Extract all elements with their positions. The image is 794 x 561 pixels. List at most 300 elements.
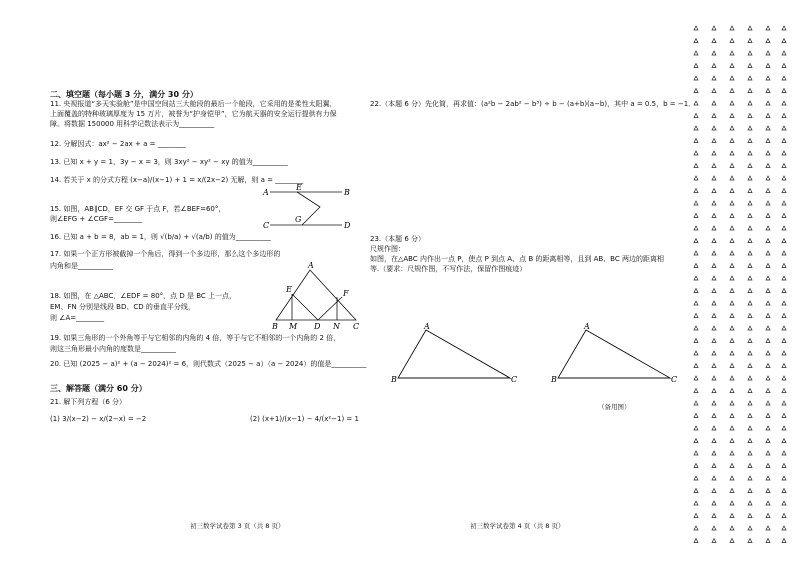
triangle-mark (766, 26, 770, 30)
triangle-mark (748, 189, 752, 193)
triangle-mark (694, 426, 698, 430)
triangle-mark (782, 251, 786, 255)
label-E: E (296, 183, 302, 192)
triangle-mark (712, 189, 716, 193)
triangle-mark (782, 539, 786, 543)
triangle-mark (730, 76, 734, 80)
question-23-heading: 23.（本题 6 分） (370, 235, 426, 243)
triangle-mark (782, 439, 786, 443)
spare-triangle-figure (550, 322, 685, 385)
triangle-mark (766, 314, 770, 318)
triangle-mark (730, 214, 734, 218)
triangle-mark (766, 214, 770, 218)
triangle-mark (694, 189, 698, 193)
question-20: 20. 已知 (2025 − a)² + (a − 2024)² = 6，则代数式（2025 − a）（a − 2024）的值是__________ (50, 360, 367, 368)
triangle-mark (694, 26, 698, 30)
triangle-mark (712, 501, 716, 505)
triangle-mark (730, 364, 734, 368)
triangle-mark (694, 526, 698, 530)
triangle-mark (694, 176, 698, 180)
label-C: C (263, 221, 270, 230)
triangle-mark (712, 389, 716, 393)
triangle-mark (782, 526, 786, 530)
triangle-mark (712, 351, 716, 355)
label-B: B (551, 375, 557, 384)
triangle-mark (748, 539, 752, 543)
triangle-mark (766, 526, 770, 530)
triangle-mark (782, 476, 786, 480)
question-18-line-1: 18. 如图，在 △ABC，∠EDF = 80°，点 D 是 BC 上一点， (50, 292, 237, 300)
triangle-mark (782, 389, 786, 393)
triangle-mark (712, 76, 716, 80)
triangle-mark (766, 76, 770, 80)
triangle-mark (712, 539, 716, 543)
triangle-mark (748, 426, 752, 430)
triangle-mark (782, 189, 786, 193)
triangle-mark (712, 526, 716, 530)
triangle-mark (730, 26, 734, 30)
triangle-mark (730, 539, 734, 543)
triangle-mark (694, 226, 698, 230)
triangle-mark (748, 89, 752, 93)
triangle-mark (782, 51, 786, 55)
triangle-mark (730, 151, 734, 155)
spare-figure-label: （备用图） (598, 403, 631, 411)
triangle-mark (748, 389, 752, 393)
triangle-mark (748, 126, 752, 130)
triangle-mark (748, 276, 752, 280)
label-G: G (295, 215, 302, 224)
question-15-line-2: 则∠EFG + ∠CGF=________ (50, 215, 142, 223)
triangle-mark (712, 126, 716, 130)
triangle-mark (748, 201, 752, 205)
triangle-mark (748, 101, 752, 105)
triangle-mark (694, 39, 698, 43)
triangle-mark (712, 401, 716, 405)
triangle-mark (748, 489, 752, 493)
triangle-mark (748, 214, 752, 218)
triangle-mark (694, 76, 698, 80)
triangle-mark (766, 351, 770, 355)
label-A: A (584, 322, 590, 331)
triangle-mark (730, 489, 734, 493)
triangle-mark (730, 51, 734, 55)
triangle-mark (730, 401, 734, 405)
triangle-mark (730, 139, 734, 143)
triangle-mark (730, 464, 734, 468)
label-A: A (308, 261, 314, 270)
question-17-line-2: 内角和是__________ (50, 262, 113, 270)
question-23-line-2: 如图，在△ABC 内作出一点 P，使点 P 到点 A、点 B 的距离相等，且到 AB、BC 两边的距离相 (370, 255, 664, 263)
triangle-mark (782, 351, 786, 355)
triangle-mark (694, 514, 698, 518)
triangle-mark (694, 476, 698, 480)
triangle-mark (748, 414, 752, 418)
triangle-mark (748, 501, 752, 505)
label-N: N (333, 322, 340, 331)
triangle-mark (766, 201, 770, 205)
triangle-mark (782, 301, 786, 305)
label-B: B (391, 375, 397, 384)
triangle-mark (712, 139, 716, 143)
question-23-line-1: 尺规作图： (370, 245, 405, 253)
question-18-line-2: EM、FN 分别是线段 BD、CD 的垂直平分线， (50, 303, 195, 311)
triangle-mark (766, 376, 770, 380)
triangle-mark (730, 476, 734, 480)
triangle-mark (730, 326, 734, 330)
triangle-mark (782, 64, 786, 68)
triangle-mark (712, 514, 716, 518)
triangle-mark (694, 101, 698, 105)
triangle-mark (766, 126, 770, 130)
triangle-mark (766, 439, 770, 443)
triangle-mark (766, 239, 770, 243)
triangle-mark (748, 264, 752, 268)
question-16: 16. 已知 a + b = 8，ab = 1，则 √(b/a) + √(a/b) 的值为__________ (50, 233, 271, 241)
triangle-mark (712, 464, 716, 468)
triangle-mark (694, 489, 698, 493)
triangle-mark (766, 514, 770, 518)
triangle-mark (730, 251, 734, 255)
triangle-mark (712, 176, 716, 180)
triangle-mark (782, 326, 786, 330)
triangle-mark (712, 439, 716, 443)
triangle-mark (748, 526, 752, 530)
triangle-mark (782, 164, 786, 168)
triangle-mark (766, 39, 770, 43)
triangle-mark (730, 389, 734, 393)
triangle-mark (694, 451, 698, 455)
triangle-mark (712, 426, 716, 430)
triangle-mark (748, 451, 752, 455)
triangle-mark (766, 289, 770, 293)
triangle-mark (712, 64, 716, 68)
triangle-mark (748, 239, 752, 243)
question-23-line-3: 等.（要求：尺规作图，不写作法，保留作图痕迹） (370, 265, 527, 273)
triangle-mark (748, 114, 752, 118)
question-18-line-3: 则 ∠A=________ (50, 314, 105, 322)
triangle-mark (748, 151, 752, 155)
triangle-mark (782, 314, 786, 318)
triangle-mark (766, 326, 770, 330)
label-C: C (511, 375, 518, 384)
triangle-mark (712, 489, 716, 493)
triangle-mark (782, 139, 786, 143)
triangle-mark (730, 526, 734, 530)
triangle-mark (712, 114, 716, 118)
label-A: A (263, 188, 269, 197)
triangle-mark (694, 501, 698, 505)
triangle-mark (748, 164, 752, 168)
triangle-mark (712, 451, 716, 455)
label-C: C (353, 322, 360, 331)
triangle-mark (748, 289, 752, 293)
triangle-mark (782, 126, 786, 130)
triangle-mark (694, 339, 698, 343)
triangle-mark (766, 464, 770, 468)
question-21-equation-2: (2) (x+1)/(x−1) − 4/(x²−1) = 1 (250, 415, 359, 423)
triangle-mark (766, 176, 770, 180)
triangle-mark (782, 289, 786, 293)
section-3-heading: 三、解答题（满分 60 分） (50, 384, 147, 393)
triangle-mark (782, 414, 786, 418)
triangle-mark (766, 101, 770, 105)
question-11-line-1: 11. 央视报道“多天实验舱”是中国空间站三大舱段的最后一个舱段，它采用的是柔性太阳翼， (50, 100, 337, 108)
triangle-mark (694, 126, 698, 130)
triangle-mark (766, 301, 770, 305)
triangle-mark (766, 389, 770, 393)
triangle-mark (748, 326, 752, 330)
triangle-mark (766, 339, 770, 343)
triangle-mark (730, 276, 734, 280)
triangle-mark (748, 26, 752, 30)
triangle-mark (748, 139, 752, 143)
triangle-mark (712, 26, 716, 30)
triangle-mark (694, 264, 698, 268)
triangle-mark (694, 301, 698, 305)
triangle-mark (766, 451, 770, 455)
triangle-mark (694, 251, 698, 255)
triangle-mark (730, 414, 734, 418)
parallel-lines-figure (262, 185, 352, 230)
triangle-mark (730, 451, 734, 455)
triangle-mark (782, 201, 786, 205)
question-21: 21. 解下列方程（6 分） (50, 398, 127, 406)
triangle-mark (730, 301, 734, 305)
triangle-mark (694, 164, 698, 168)
section-2-heading: 二、填空题（每小题 3 分，满分 30 分） (50, 90, 198, 99)
triangle-mark (730, 126, 734, 130)
triangle-mark (712, 414, 716, 418)
triangle-mark (782, 364, 786, 368)
label-D: D (314, 322, 321, 331)
triangle-mark (712, 264, 716, 268)
triangle-mark (766, 114, 770, 118)
triangle-mark (748, 401, 752, 405)
triangle-mark (748, 464, 752, 468)
triangle-mark (782, 426, 786, 430)
binding-margin-marks (690, 22, 790, 547)
triangle-mark (782, 114, 786, 118)
triangle-mark (782, 176, 786, 180)
question-17-line-1: 17. 如果一个正方形被截掉一个角后，得到一个多边形，那么这个多边形的 (50, 250, 281, 258)
triangle-mark (694, 64, 698, 68)
triangle-mark (730, 39, 734, 43)
triangle-mark (766, 364, 770, 368)
triangle-mark (730, 189, 734, 193)
triangle-mark (766, 489, 770, 493)
triangle-mark (748, 351, 752, 355)
triangle-mark (694, 139, 698, 143)
triangle-mark (782, 401, 786, 405)
triangle-mark (748, 64, 752, 68)
triangle-mark (766, 264, 770, 268)
triangle-mark (782, 89, 786, 93)
triangle-mark (766, 539, 770, 543)
label-D: D (344, 221, 351, 230)
triangle-mark (712, 376, 716, 380)
triangle-mark (694, 114, 698, 118)
triangle-mark (782, 264, 786, 268)
triangle-mark (694, 414, 698, 418)
triangle-mark (730, 201, 734, 205)
triangle-mark (782, 239, 786, 243)
label-F: F (343, 289, 349, 298)
triangle-mark (782, 376, 786, 380)
question-12: 12. 分解因式：ax² − 2ax + a = ________ (50, 140, 186, 148)
triangle-mark (766, 476, 770, 480)
triangle-mark (730, 314, 734, 318)
triangle-mark (712, 201, 716, 205)
triangle-mark (782, 101, 786, 105)
triangle-mark (748, 51, 752, 55)
triangle-mark (712, 39, 716, 43)
triangle-mark (748, 76, 752, 80)
triangle-mark (712, 301, 716, 305)
triangle-mark (748, 314, 752, 318)
label-C: C (671, 375, 678, 384)
label-A: A (424, 322, 430, 331)
triangle-mark (766, 426, 770, 430)
triangle-mark (748, 226, 752, 230)
triangle-mark (712, 151, 716, 155)
triangle-mark (712, 276, 716, 280)
triangle-mark (712, 226, 716, 230)
triangle-mark (712, 239, 716, 243)
triangle-mark (694, 239, 698, 243)
right-page-footer: 初三数学试卷第 4 页（共 8 页） (470, 522, 565, 530)
triangle-mark (782, 339, 786, 343)
triangle-mark (730, 514, 734, 518)
triangle-mark (748, 176, 752, 180)
triangle-abc-figure (390, 322, 525, 385)
triangle-mark (730, 114, 734, 118)
triangle-mark (694, 276, 698, 280)
question-13: 13. 已知 x + y = 1，3y − x = 3，则 3xy² − xy² − xy 的值为__________ (50, 158, 288, 166)
triangle-mark (782, 151, 786, 155)
triangle-mark (694, 389, 698, 393)
triangle-mark (730, 176, 734, 180)
triangle-mark (782, 76, 786, 80)
triangle-mark (712, 251, 716, 255)
triangle-mark (694, 351, 698, 355)
triangle-mark (782, 451, 786, 455)
binding-margin-marks-svg (690, 22, 790, 547)
triangle-mark (712, 89, 716, 93)
question-11-line-2: 上面覆盖的特种玻璃厚度为 15 万片，被誉为“护身铠甲”，它为航天器的安全运行提供有力保 (50, 110, 337, 118)
triangle-mark (782, 226, 786, 230)
triangle-mark (748, 251, 752, 255)
triangle-mark (782, 464, 786, 468)
triangle-mark (694, 201, 698, 205)
triangle-mark (766, 151, 770, 155)
triangle-mark (766, 251, 770, 255)
triangle-mark (748, 39, 752, 43)
triangle-mark (766, 226, 770, 230)
triangle-mark (766, 501, 770, 505)
triangle-mark (712, 214, 716, 218)
triangle-mark (766, 189, 770, 193)
triangle-mark (748, 301, 752, 305)
triangle-mark (712, 364, 716, 368)
triangle-mark (766, 139, 770, 143)
triangle-mark (766, 276, 770, 280)
triangle-mark (730, 239, 734, 243)
question-14: 14. 若关于 x 的分式方程 (x−a)/(x−1) + 1 = x/(2x−2) 无解，则 a = ________ (50, 176, 304, 184)
triangle-mark (748, 439, 752, 443)
triangle-mark (730, 101, 734, 105)
triangle-mark (782, 276, 786, 280)
question-11-line-3: 障。将数据 150000 用科学记数法表示为__________ (50, 120, 215, 128)
label-E: E (286, 285, 292, 294)
question-15-line-1: 15. 如图，AB∥CD，EF 交 GF 于点 F，若∠BEF=60°， (50, 205, 226, 213)
triangle-mark (712, 164, 716, 168)
question-19-line-1: 19. 如果三角形的一个外角等于与它相邻的内角的 4 倍，等于与它不相邻的一个内角的 2 倍， (50, 334, 341, 342)
triangle-mark (730, 376, 734, 380)
triangle-mark (766, 164, 770, 168)
label-B: B (344, 188, 350, 197)
question-19-line-2: 则这三角形最小内角的度数是__________ (50, 345, 176, 353)
triangle-mark (712, 476, 716, 480)
triangle-bisector-figure (270, 260, 365, 330)
triangle-mark (730, 289, 734, 293)
triangle-mark (748, 339, 752, 343)
triangle-mark (694, 539, 698, 543)
triangle-mark (730, 351, 734, 355)
triangle-mark (712, 289, 716, 293)
triangle-mark (694, 376, 698, 380)
triangle-mark (712, 314, 716, 318)
triangle-mark (766, 89, 770, 93)
triangle-mark (712, 326, 716, 330)
triangle-mark (694, 151, 698, 155)
triangle-mark (730, 226, 734, 230)
triangle-mark (748, 476, 752, 480)
triangle-mark (694, 439, 698, 443)
triangle-mark (694, 401, 698, 405)
triangle-mark (766, 401, 770, 405)
triangle-mark (782, 26, 786, 30)
triangle-mark (748, 364, 752, 368)
triangle-mark (782, 514, 786, 518)
triangle-mark (694, 314, 698, 318)
triangle-mark (730, 264, 734, 268)
triangle-mark (730, 64, 734, 68)
label-M: M (289, 322, 298, 331)
triangle-mark (712, 51, 716, 55)
triangle-mark (712, 339, 716, 343)
question-22: 22.（本题 6 分）先化简，再求值：(a²b − 2ab² − b³) ÷ b − (a+b)(a−b)，其中 a = 0.5，b = −1． (370, 100, 696, 108)
triangle-mark (730, 426, 734, 430)
label-B: B (272, 322, 278, 331)
triangle-mark (748, 514, 752, 518)
triangle-mark (730, 89, 734, 93)
triangle-mark (730, 164, 734, 168)
triangle-mark (730, 501, 734, 505)
triangle-mark (782, 39, 786, 43)
triangle-mark (748, 376, 752, 380)
triangle-mark (766, 64, 770, 68)
triangle-mark (782, 501, 786, 505)
triangle-mark (694, 326, 698, 330)
triangle-mark (782, 489, 786, 493)
left-page-footer: 初三数学试卷第 3 页（共 8 页） (190, 522, 285, 530)
triangle-mark (694, 464, 698, 468)
triangle-mark (712, 101, 716, 105)
triangle-mark (782, 214, 786, 218)
triangle-mark (694, 89, 698, 93)
triangle-mark (730, 439, 734, 443)
